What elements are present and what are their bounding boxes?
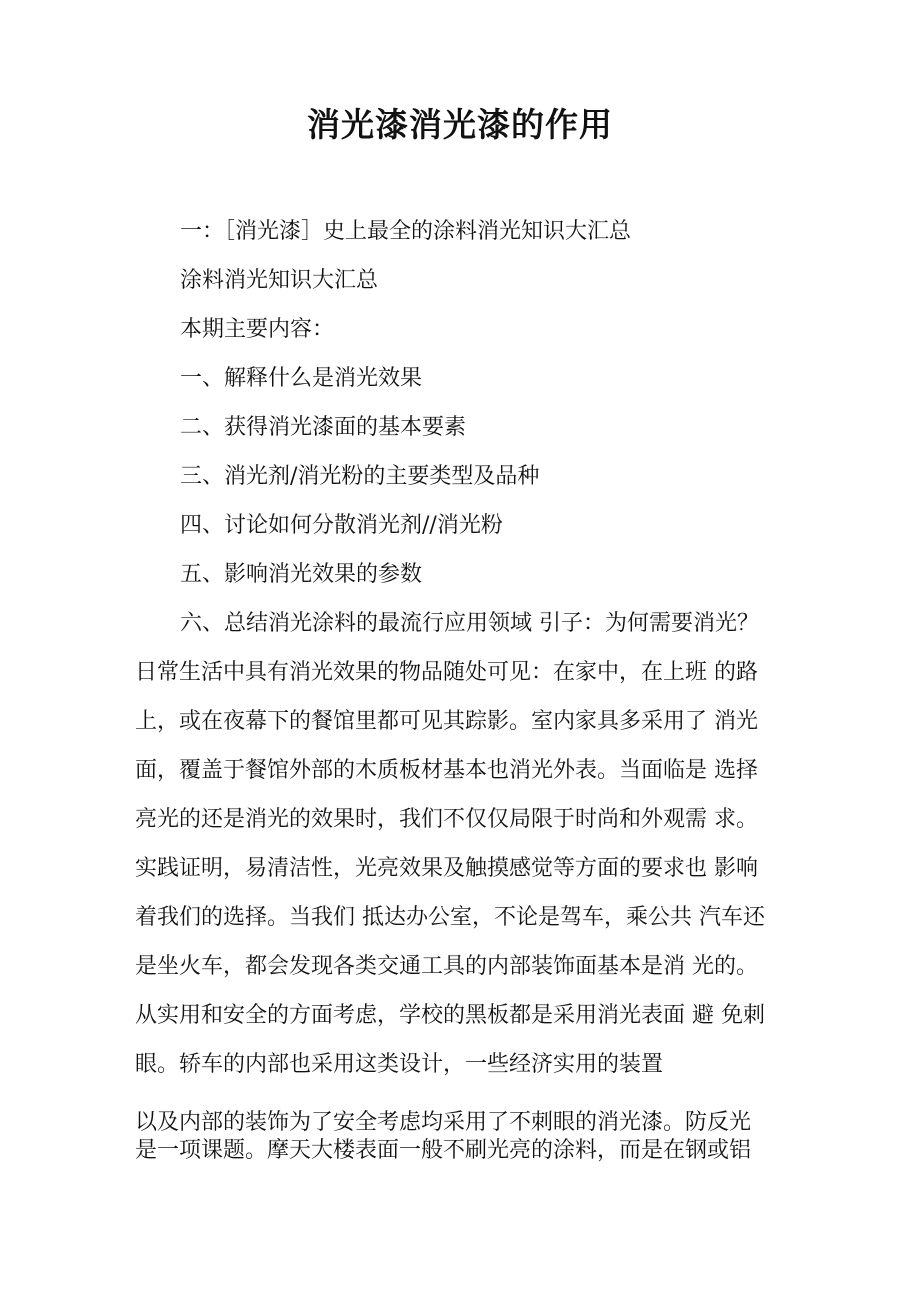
toc-line: 一、解释什么是消光效果 <box>180 366 423 391</box>
continuation-line: 是一项课题。摩天大楼表面一般不刷光亮的涂料，而是在钢或铝 <box>135 1138 752 1163</box>
paragraph-line: 是坐火车，都会发现各类交通工具的内部装饰面基本是消 光的。 <box>135 954 758 979</box>
paragraph-lead: 六、总结消光涂料的最流行应用领域 引子：为何需要消光？ <box>180 611 759 636</box>
paragraph-line: 从实用和安全的方面考虑，学校的黑板都是采用消光表面 避 免刺 <box>135 1003 765 1028</box>
toc-line: 本期主要内容： <box>180 317 335 342</box>
page-title: 消光漆消光漆的作用 <box>307 105 613 144</box>
paragraph-line: 面，覆盖于餐馆外部的木质板材基本也消光外表。当面临是 选择 <box>135 758 758 783</box>
paragraph-line: 日常生活中具有消光效果的物品随处可见：在家中，在上班 的路 <box>135 660 758 685</box>
toc-line: 四、讨论如何分散消光剂//消光粉 <box>180 513 503 538</box>
toc-line: 一：［消光漆］史上最全的涂料消光知识大汇总 <box>180 219 632 244</box>
paragraph-line: 实践证明，易清洁性，光亮效果及触摸感觉等方面的要求也 影响 <box>135 856 758 881</box>
toc-line: 三、消光剂/消光粉的主要类型及品种 <box>180 464 540 489</box>
paragraph-line: 亮光的还是消光的效果时，我们不仅仅局限于时尚和外观需 求。 <box>135 807 758 832</box>
paragraph-line: 着我们的选择。当我们 抵达办公室，不论是驾车，乘公共 汽车还 <box>135 905 765 930</box>
toc-line: 涂料消光知识大汇总 <box>180 268 379 293</box>
toc-line: 二、获得消光漆面的基本要素 <box>180 415 467 440</box>
paragraph-line: 上，或在夜幕下的餐馆里都可见其踪影。室内家具多采用了 消光 <box>135 709 758 734</box>
continuation-line: 以及内部的装饰为了安全考虑均采用了不刺眼的消光漆。防反光 <box>135 1110 752 1135</box>
toc-line: 五、影响消光效果的参数 <box>180 562 423 587</box>
paragraph-line: 眼。轿车的内部也采用这类设计，一些经济实用的装置 <box>135 1052 664 1077</box>
